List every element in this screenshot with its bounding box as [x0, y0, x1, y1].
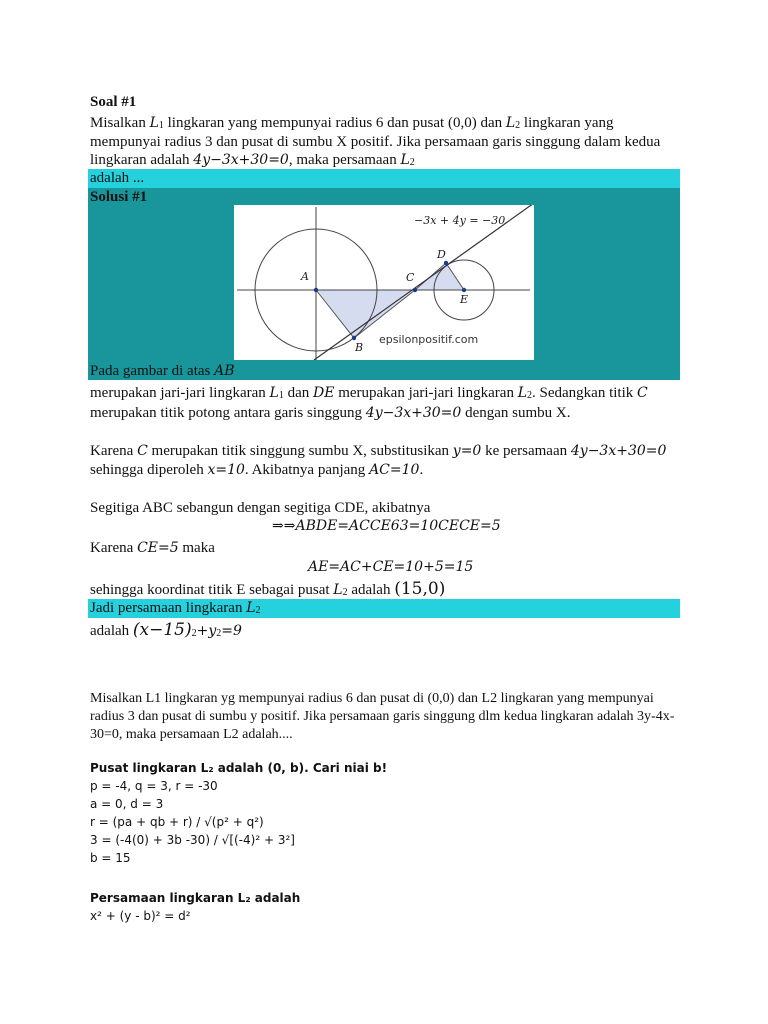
ae-equation: AE=AC+CE=10+5=15 — [308, 559, 474, 575]
problem-title: Soal #1 — [90, 94, 137, 110]
point-b-dot — [352, 336, 356, 340]
label-b: B — [355, 341, 364, 354]
tangent-equation-label: −3x + 4y = −30 — [414, 214, 506, 227]
solution-line-3: merupakan titik potong antara garis singgung 4y−3x+30=0 dengan sumbu X. — [90, 405, 571, 421]
solution-title: Solusi #1 — [90, 189, 148, 205]
point-e-dot — [462, 288, 466, 292]
point-d-dot — [444, 261, 448, 265]
problem2-line-2: radius 3 dan pusat di sumbu y positif. Jika persamaan garis singgung dlm kedua lingkaran adalah 3y-4x- — [90, 709, 675, 724]
solution-line-4: Karena C merupakan titik singgung sumbu X, substitusikan y=0 ke persamaan 4y−3x+30=0 — [90, 443, 667, 459]
solution-line-8: sehingga koordinat titik E sebagai pusat L2 adalah (15,0) — [90, 579, 446, 599]
solution2-heading-2: Persamaan lingkaran L₂ adalah — [90, 891, 301, 905]
problem2-line-1: Misalkan L1 lingkaran yg mempunyai radius 6 dan pusat di (0,0) dan L2 lingkaran yang mempunyai — [90, 691, 654, 706]
label-a: A — [301, 270, 309, 283]
solution2-line-5: b = 15 — [90, 851, 131, 865]
ratio-equation: ⇒⇒ABDE=ACCE63=10CECE=5 — [272, 518, 501, 534]
geometry-figure — [234, 205, 534, 360]
highlight-band — [88, 169, 680, 188]
label-d: D — [437, 248, 446, 261]
solution2-line-4: 3 = (-4(0) + 3b -30) / √[(-4)² + 3²] — [90, 833, 295, 847]
solution2-heading: Pusat lingkaran L₂ adalah (0, b). Cari niai b! — [90, 761, 388, 775]
solution2-line-3: r = (pa + qb + r) / √(p² + q²) — [90, 815, 264, 829]
solution-line-7: Karena CE=5 maka — [90, 540, 215, 556]
solution2-line-2: a = 0, d = 3 — [90, 797, 164, 811]
label-e: E — [460, 293, 469, 306]
label-c: C — [406, 271, 415, 284]
solution-line-5: sehingga diperoleh x=10. Akibatnya panjang AC=10. — [90, 462, 424, 478]
solution2-line-1: p = -4, q = 3, r = -30 — [90, 779, 218, 793]
solution-line-6: Segitiga ABC sebangun dengan segitiga CDE, akibatnya — [90, 500, 431, 516]
solution2-final: x² + (y - b)² = d² — [90, 909, 191, 923]
problem2-line-3: 30=0, maka persamaan L2 adalah.... — [90, 727, 293, 742]
solution-line-1: Pada gambar di atas AB — [90, 363, 235, 379]
problem-line-1: Misalkan L1 lingkaran yang mempunyai radius 6 dan pusat (0,0) dan L2 lingkaran yang — [90, 115, 614, 131]
problem-line-3: lingkaran adalah 4y−3x+30=0, maka persamaan L2 — [90, 152, 415, 168]
solution-line-2: merupakan jari-jari lingkaran L1 dan DE merupakan jari-jari lingkaran L2. Sedangkan titik C — [90, 385, 648, 401]
problem-line-2: mempunyai radius 3 dan pusat di sumbu X positif. Jika persamaan garis singgung dalam kedua — [90, 134, 661, 150]
solution-line-9: Jadi persamaan lingkaran L2 — [90, 600, 261, 616]
problem-line-4: adalah ... — [90, 170, 145, 186]
watermark: epsilonpositif.com — [379, 333, 479, 346]
final-answer: adalah (x−15)2+y2=9 — [90, 620, 242, 640]
point-a-dot — [314, 288, 318, 292]
point-c-dot — [413, 288, 417, 292]
